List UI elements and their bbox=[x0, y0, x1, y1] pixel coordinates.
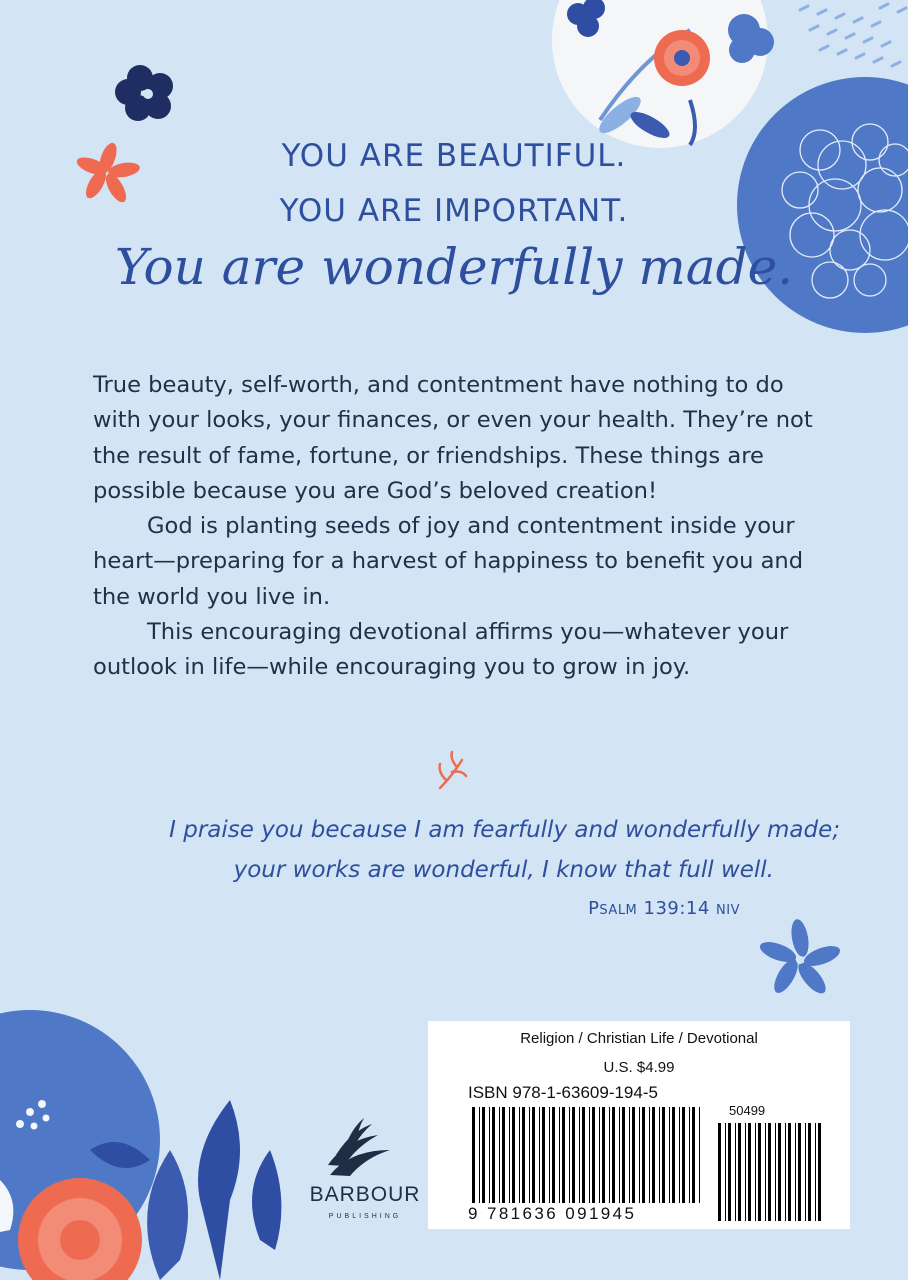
barcode-bar bbox=[682, 1107, 685, 1203]
barcode-bar bbox=[539, 1107, 540, 1203]
barcode-bar bbox=[629, 1107, 630, 1203]
barcode-bar bbox=[562, 1107, 565, 1203]
barcode-bar bbox=[499, 1107, 500, 1203]
barcode-bar bbox=[758, 1123, 761, 1221]
barcode-bar bbox=[692, 1107, 695, 1203]
barcode-bar bbox=[699, 1107, 700, 1203]
barcode-bar bbox=[748, 1123, 751, 1221]
barcode-bar bbox=[622, 1107, 625, 1203]
navy-flower bbox=[115, 65, 173, 121]
barcode-bar bbox=[589, 1107, 590, 1203]
price-addon-code: 50499 bbox=[729, 1103, 766, 1118]
scripture-quote bbox=[40, 810, 840, 890]
barcode-bar bbox=[542, 1107, 545, 1203]
barcode-bar bbox=[632, 1107, 635, 1203]
barcode-bar bbox=[639, 1107, 640, 1203]
description-paragraph: This encouraging devotional affirms you—whatever your outlook in life—while encouraging you to grow in joy. bbox=[93, 619, 789, 681]
barcode-bar bbox=[768, 1123, 771, 1221]
barcode-bar bbox=[489, 1107, 490, 1203]
barcode-bar bbox=[795, 1123, 796, 1221]
barcode-bar bbox=[808, 1123, 811, 1221]
sprig-ornament bbox=[440, 752, 466, 788]
barcode-bar bbox=[778, 1123, 781, 1221]
barcode-bar bbox=[502, 1107, 505, 1203]
script-headline: You are wonderfully made. bbox=[114, 238, 794, 296]
publisher-subtitle: PUBLISHING bbox=[328, 1213, 402, 1220]
barcode-bar bbox=[472, 1107, 475, 1203]
barcode-bar bbox=[649, 1107, 650, 1203]
price-label: U.S. $4.99 bbox=[603, 1059, 675, 1076]
barcode-bar bbox=[765, 1123, 766, 1221]
barcode-bar bbox=[592, 1107, 595, 1203]
barcode-bar bbox=[735, 1123, 736, 1221]
barcode-bar bbox=[549, 1107, 550, 1203]
barcode-bar bbox=[642, 1107, 645, 1203]
bottom-left-flowers bbox=[0, 1010, 281, 1280]
barcode-bar bbox=[669, 1107, 670, 1203]
barcode-bar bbox=[679, 1107, 680, 1203]
barcode-bar bbox=[479, 1107, 480, 1203]
barcode-bar bbox=[519, 1107, 520, 1203]
barcode-bar bbox=[492, 1107, 495, 1203]
barcode-bars bbox=[428, 1021, 850, 1229]
barcode-panel bbox=[428, 1021, 850, 1229]
barcode-digits: 9 781636 091945 bbox=[468, 1204, 637, 1223]
barcode-bar bbox=[552, 1107, 555, 1203]
barcode-bar bbox=[599, 1107, 600, 1203]
barcode-bar bbox=[788, 1123, 791, 1221]
barcode-bar bbox=[652, 1107, 655, 1203]
barcode-bar bbox=[579, 1107, 580, 1203]
barcode-bar bbox=[482, 1107, 485, 1203]
barcode-bar bbox=[522, 1107, 525, 1203]
barcode-bar bbox=[728, 1123, 731, 1221]
headline-line-1: YOU ARE BEAUTIFUL. bbox=[281, 138, 627, 174]
description-paragraph: God is planting seeds of joy and contentment inside your heart—preparing for a harvest of happiness to benefit you and the world you live in. bbox=[93, 513, 804, 610]
barbour-logo-icon bbox=[328, 1118, 390, 1176]
headline-line-2: YOU ARE IMPORTANT. bbox=[279, 193, 629, 229]
barcode-bar bbox=[662, 1107, 665, 1203]
barcode-bar bbox=[755, 1123, 756, 1221]
barcode-bar bbox=[718, 1123, 721, 1221]
barcode-bar bbox=[602, 1107, 605, 1203]
barcode-bar bbox=[572, 1107, 575, 1203]
verse-reference: Psalm 139:14 niv bbox=[588, 898, 740, 919]
barcode-bar bbox=[689, 1107, 690, 1203]
barcode-bar bbox=[529, 1107, 530, 1203]
barcode-bar bbox=[612, 1107, 615, 1203]
dash-pattern bbox=[800, 4, 906, 66]
barcode-bar bbox=[532, 1107, 535, 1203]
barcode-bar bbox=[619, 1107, 620, 1203]
description-text bbox=[93, 368, 833, 686]
barcode-bar bbox=[745, 1123, 746, 1221]
barcode-bar bbox=[582, 1107, 585, 1203]
barcode-bar bbox=[559, 1107, 560, 1203]
barcode-bar bbox=[798, 1123, 801, 1221]
barcode-bar bbox=[512, 1107, 515, 1203]
description-paragraph: True beauty, self-worth, and contentment have nothing to do with your looks, your finances, or even your health. They’re not the result of fame, fortune, or friendships. These things are possible because you are God’s beloved creation! bbox=[93, 372, 813, 504]
barcode-bar bbox=[815, 1123, 816, 1221]
barcode-bar bbox=[609, 1107, 610, 1203]
top-right-flower-circle bbox=[552, 0, 774, 148]
category-label: Religion / Christian Life / Devotional bbox=[520, 1030, 758, 1047]
verse-line-2: your works are wonderful, I know that full well. bbox=[233, 857, 774, 883]
barcode-bar bbox=[775, 1123, 776, 1221]
barcode-bar bbox=[509, 1107, 510, 1203]
barcode-bar bbox=[785, 1123, 786, 1221]
publisher-name: BARBOUR bbox=[309, 1183, 421, 1206]
barcode-bar bbox=[569, 1107, 570, 1203]
barcode-bar bbox=[672, 1107, 675, 1203]
barcode-bar bbox=[725, 1123, 726, 1221]
isbn-label: ISBN 978-1-63609-194-5 bbox=[468, 1083, 658, 1102]
barcode-bar bbox=[818, 1123, 821, 1221]
barcode-bar bbox=[659, 1107, 660, 1203]
barcode-bar bbox=[805, 1123, 806, 1221]
barcode-bar bbox=[738, 1123, 741, 1221]
blue-star-flower bbox=[757, 918, 842, 998]
verse-line-1: I praise you because I am fearfully and wonderfully made; bbox=[169, 817, 840, 843]
